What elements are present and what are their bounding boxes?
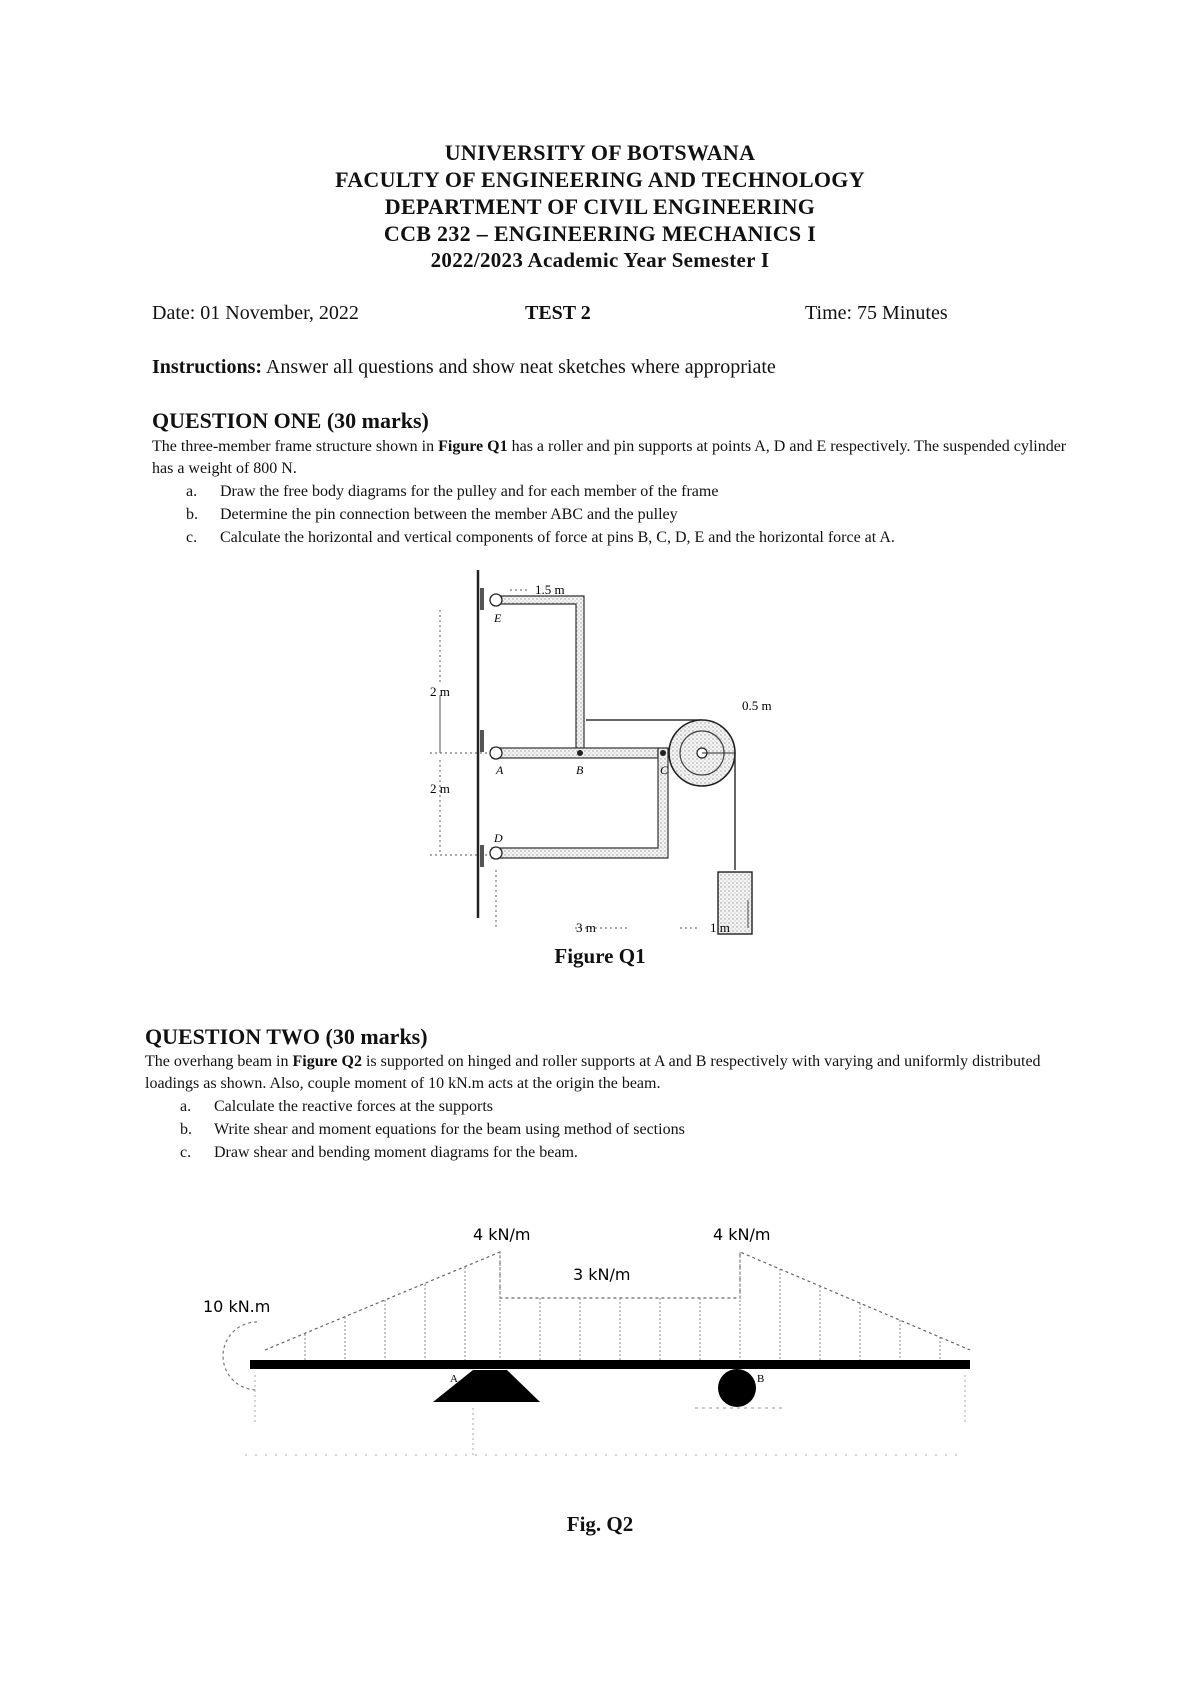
support-a-label: A — [450, 1373, 458, 1385]
list-marker: b. — [180, 1121, 192, 1138]
list-marker: b. — [186, 506, 198, 523]
figure-q2-beam-diagram — [195, 1210, 995, 1470]
question-one-list — [186, 480, 1086, 549]
list-text: Calculate the horizontal and vertical components of force at pins B, C, D, E and the horizontal force at A. — [220, 529, 895, 546]
roller-a — [490, 747, 502, 759]
list-marker: a. — [180, 1098, 192, 1115]
support-b-label: B — [757, 1373, 765, 1385]
support-plate-d — [480, 845, 484, 867]
figure-q1-frame-diagram — [400, 570, 800, 940]
list-text: Draw shear and bending moment diagrams for the beam. — [214, 1144, 578, 1161]
list-marker: c. — [180, 1144, 192, 1161]
list-text: Calculate the reactive forces at the supports — [214, 1098, 493, 1115]
list-marker: c. — [186, 529, 198, 546]
dim-bottom-left-label: 3 m — [576, 920, 596, 935]
list-text: Write shear and moment equations for the beam using method of sections — [214, 1121, 685, 1138]
couple-moment-arc — [223, 1322, 257, 1390]
support-b-roller — [718, 1369, 756, 1407]
figure-q2-caption: Fig. Q2 — [566, 1512, 634, 1536]
faculty-name: FACULTY OF ENGINEERING AND TECHNOLOGY — [335, 167, 865, 192]
dim-radius-label: 0.5 m — [742, 698, 772, 713]
pin-e — [490, 594, 502, 606]
label-a: A — [496, 763, 504, 777]
load-mid-label: 3 kN/m — [573, 1265, 631, 1284]
moment-label: 10 kN.m — [203, 1297, 271, 1316]
list-item — [186, 480, 1086, 503]
q1-intro-post: has a roller and pin supports at points A, D and E respectively. The suspended cylinder has a weight of 800 N. — [152, 438, 1067, 477]
list-marker: a. — [186, 483, 198, 500]
load-right-label: 4 kN/m — [713, 1225, 771, 1244]
list-item — [186, 526, 1086, 549]
pin-b — [577, 750, 583, 756]
list-text: Draw the free body diagrams for the pulley and for each member of the frame — [220, 483, 719, 500]
label-e: E — [494, 611, 502, 625]
support-plate-a — [480, 730, 484, 752]
list-item — [186, 503, 1086, 526]
member-e — [492, 596, 584, 755]
q1-intro-pre: The three-member frame structure shown in — [152, 438, 439, 455]
question-two-intro — [145, 1051, 1067, 1095]
test-time: Time: 75 Minutes — [805, 302, 948, 324]
question-one-title: QUESTION ONE (30 marks) — [152, 408, 429, 433]
list-item — [180, 1118, 1060, 1141]
member-abc — [492, 748, 658, 758]
instructions-text: Answer all questions and show neat sketches where appropriate — [265, 356, 776, 378]
question-one-intro — [152, 436, 1072, 480]
figure-q1-caption: Figure Q1 — [554, 944, 646, 968]
beam — [250, 1360, 970, 1369]
pin-d — [490, 847, 502, 859]
q2-intro-figure-ref: Figure Q2 — [292, 1053, 362, 1070]
list-item — [180, 1141, 1060, 1164]
load-left-label: 4 kN/m — [473, 1225, 531, 1244]
pin-c — [660, 750, 666, 756]
list-text: Determine the pin connection between the member ABC and the pulley — [220, 506, 678, 523]
dim-lower-label: 2 m — [430, 781, 450, 796]
q1-intro-figure-ref: Figure Q1 — [438, 438, 508, 455]
question-two-title: QUESTION TWO (30 marks) — [145, 1024, 428, 1049]
course-title: CCB 232 – ENGINEERING MECHANICS I — [383, 221, 817, 246]
list-item — [180, 1095, 1060, 1118]
test-date: Date: 01 November, 2022 — [152, 302, 359, 324]
university-name: UNIVERSITY OF BOTSWANA — [444, 140, 756, 165]
q2-intro-post: is supported on hinged and roller supports at A and B respectively with varying and uniformly distributed loadings as shown. Also, couple moment of 10 kN.m acts at the origin the beam. — [145, 1053, 1041, 1092]
q2-intro-pre: The overhang beam in — [145, 1053, 293, 1070]
dim-bottom-right-label: 1 m — [710, 920, 730, 935]
department-name: DEPARTMENT OF CIVIL ENGINEERING — [384, 194, 816, 219]
label-c: C — [660, 763, 669, 777]
label-d: D — [494, 831, 503, 845]
academic-year: 2022/2023 Academic Year Semester I — [430, 248, 770, 272]
instructions-label: Instructions: — [152, 356, 263, 378]
test-label: TEST 2 — [525, 302, 591, 324]
label-b: B — [576, 763, 584, 777]
support-plate-e — [480, 588, 484, 610]
dim-top-label: 1.5 m — [535, 582, 565, 597]
question-two-list — [180, 1095, 1060, 1164]
dim-upper-label: 2 m — [430, 684, 450, 699]
instructions — [152, 356, 776, 379]
